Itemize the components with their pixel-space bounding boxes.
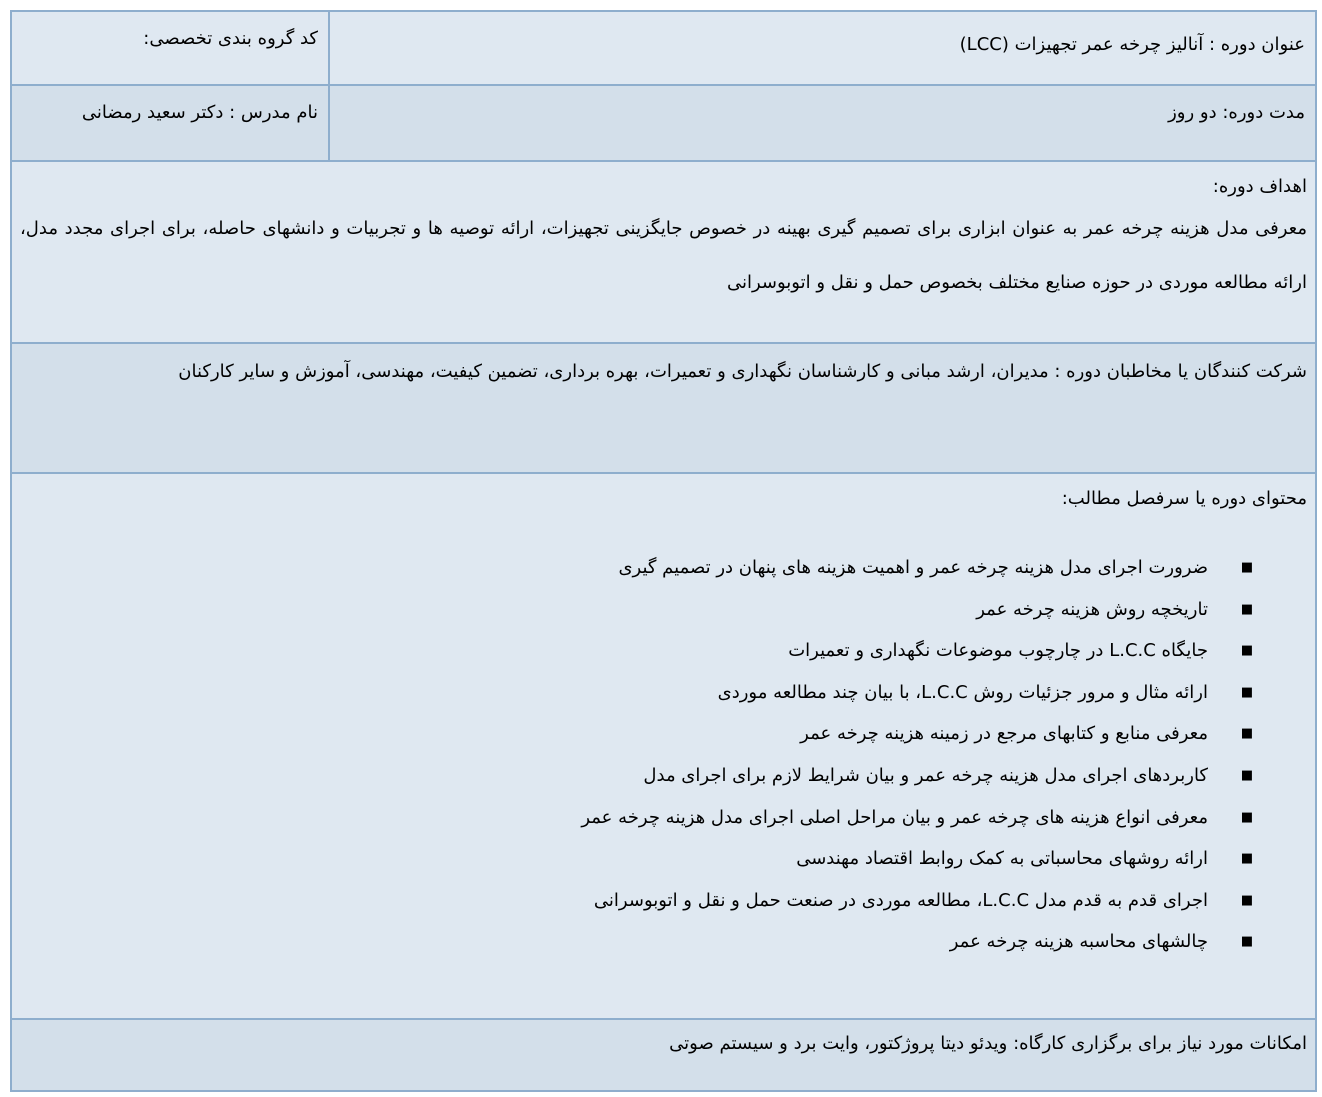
title-row — [12, 12, 1315, 86]
list-item — [12, 713, 1315, 755]
list-item-text: تاریخچه روش هزینه چرخه عمر — [976, 598, 1208, 620]
list-item — [12, 880, 1315, 922]
list-item — [12, 589, 1315, 631]
course-title: عنوان دوره : آنالیز چرخه عمر تجهیزات (LCC) — [959, 34, 1305, 55]
bullet-square-icon: ■ — [1240, 601, 1254, 617]
list-item-text: جایگاه L.C.C در چارچوب موضوعات نگهداری و تعمیرات — [788, 640, 1208, 662]
list-item — [12, 630, 1315, 672]
list-item-text: معرفی انواع هزینه های چرخه عمر و بیان مراحل اصلی اجرای مدل هزینه چرخه عمر — [581, 806, 1208, 828]
bullet-square-icon: ■ — [1240, 892, 1254, 908]
list-item — [12, 797, 1315, 839]
bullet-square-icon: ■ — [1240, 809, 1254, 825]
list-item-text: ضرورت اجرای مدل هزینه چرخه عمر و اهمیت هزینه های پنهان در تصمیم گیری — [618, 557, 1208, 578]
list-item-text: معرفی منابع و کتابهای مرجع در زمینه هزینه چرخه عمر — [800, 723, 1208, 745]
bullet-square-icon: ■ — [1240, 726, 1254, 742]
bullet-square-icon: ■ — [1240, 934, 1254, 950]
bullet-square-icon: ■ — [1240, 851, 1254, 867]
audience-row — [12, 344, 1315, 474]
duration-cell — [328, 86, 1315, 160]
content-heading: محتوای دوره یا سرفصل مطالب: — [1061, 488, 1307, 509]
list-item — [12, 838, 1315, 880]
bullet-square-icon: ■ — [1240, 560, 1254, 575]
bullet-square-icon: ■ — [1240, 684, 1254, 700]
list-item — [12, 547, 1315, 589]
course-spec-table — [10, 10, 1317, 1092]
list-item — [12, 921, 1315, 963]
list-item-text: ارائه مثال و مرور جزئیات روش L.C.C، با بیان چند مطالعه موردی — [717, 681, 1208, 703]
bullet-square-icon: ■ — [1240, 643, 1254, 659]
instructor-name: نام مدرس : دکتر سعید رمضانی — [81, 102, 318, 123]
content-list — [12, 547, 1315, 963]
course-duration: مدت دوره: دو روز — [1168, 102, 1305, 123]
list-item — [12, 672, 1315, 714]
objectives-heading: اهداف دوره: — [1212, 176, 1307, 197]
list-item — [12, 755, 1315, 797]
facilities-text: امکانات مورد نیاز برای برگزاری کارگاه: ویدئو دیتا پروژکتور، وایت برد و سیستم صوتی — [669, 1033, 1307, 1054]
list-item-text: اجرای قدم به قدم مدل L.C.C، مطالعه موردی در صنعت حمل و نقل و اتوبوسرانی — [593, 889, 1208, 911]
objectives-text: معرفی مدل هزینه چرخه عمر به عنوان ابزاری برای تصمیم گیری بهینه در خصوص جایگزینی تجهیزات، ارائه توصیه ها و تجربیات و دانشهای حاصله، برای اجرای مجدد مدل، ارائه مطالعه موردی در حوزه صنایع مختلف بخصوص حمل و نقل و اتوبوسرانی — [20, 218, 1307, 293]
objectives-row — [12, 162, 1315, 344]
content-row — [12, 474, 1315, 1020]
duration-row — [12, 86, 1315, 162]
course-title-cell — [328, 12, 1315, 84]
facilities-row — [12, 1020, 1315, 1090]
list-item-text: کاربردهای اجرای مدل هزینه چرخه عمر و بیان شرایط لازم برای اجرای مدل — [643, 764, 1208, 786]
group-code-label: کد گروه بندی تخصصی: — [143, 28, 318, 49]
audience-text: شرکت کنندگان یا مخاطبان دوره : مدیران، ارشد مبانی و کارشناسان نگهداری و تعمیرات، بهره برداری، تضمین کیفیت، مهندسی، آموزش و سایر کارکنان — [178, 361, 1307, 382]
group-code-cell — [12, 12, 328, 84]
list-item-text: ارائه روشهای محاسباتی به کمک روابط اقتصاد مهندسی — [796, 848, 1208, 870]
list-item-text: چالشهای محاسبه هزینه چرخه عمر — [949, 931, 1208, 953]
bullet-square-icon: ■ — [1240, 767, 1254, 783]
instructor-cell — [12, 86, 328, 160]
